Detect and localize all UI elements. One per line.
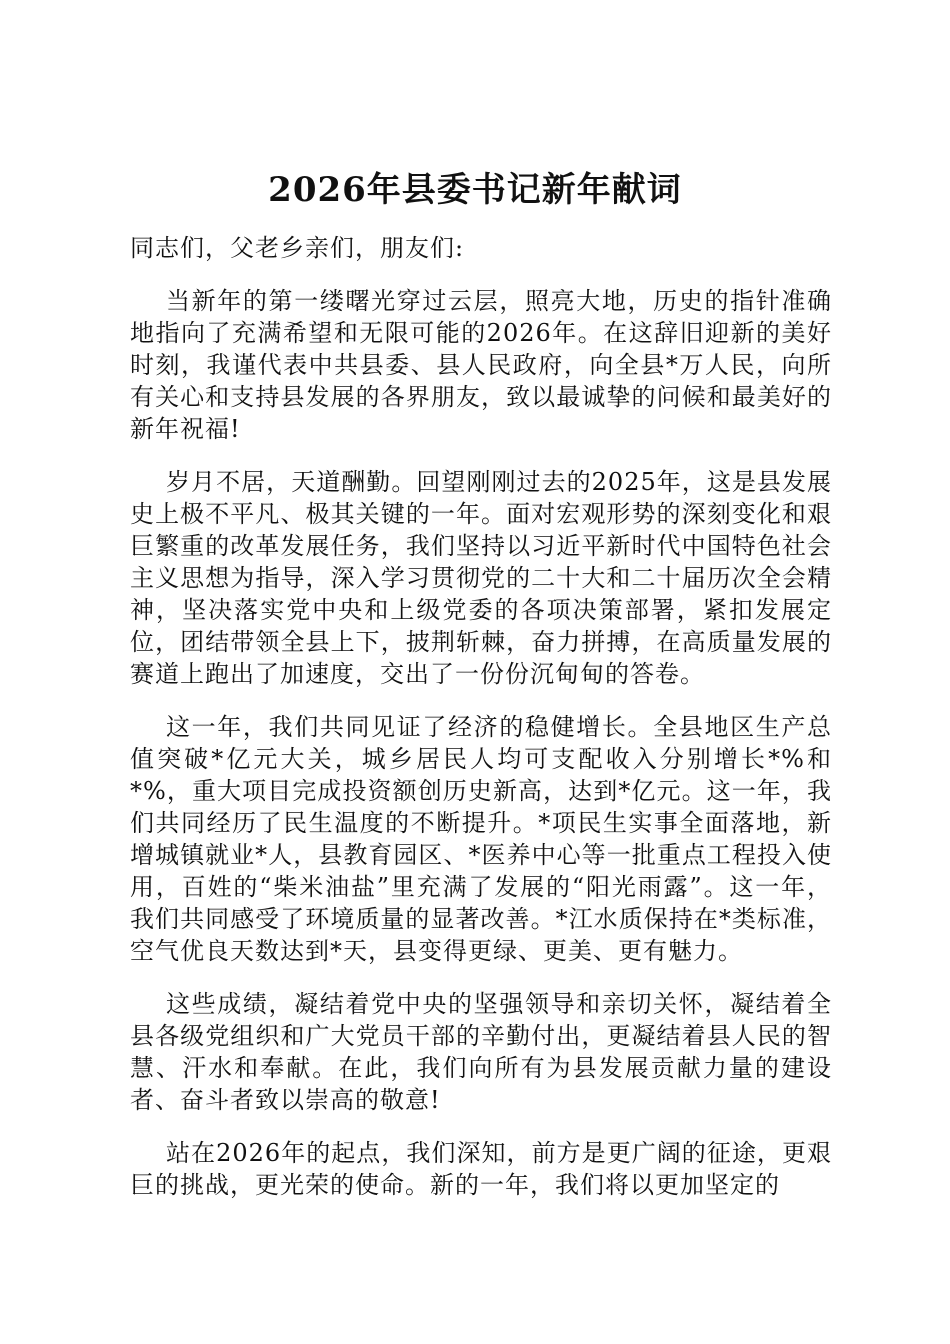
- paragraph: 站在2026年的起点，我们深知，前方是更广阔的征途，更艰巨的挑战，更光荣的使命。新的一年，我们将以更加坚定的: [130, 1139, 832, 1199]
- paragraph: 当新年的第一缕曙光穿过云层，照亮大地，历史的指针准确地指向了充满希望和无限可能的2026年。在这辞旧迎新的美好时刻，我谨代表中共县委、县人民政府，向全县*万人民，向所有关心和支持县发展的各界朋友，致以最诚挚的问候和最美好的新年祝福!: [130, 287, 832, 443]
- paragraph: 这一年，我们共同见证了经济的稳健增长。全县地区生产总值突破*亿元大关，城乡居民人均可支配收入分别增长*%和*%，重大项目完成投资额创历史新高，达到*亿元。这一年，我们共同经历了民生温度的不断提升。*项民生实事全面落地，新增城镇就业*人，县教育园区、*医养中心等一批重点工程投入使用，百姓的“柴米油盐”里充满了发展的“阳光雨露”。这一年，我们共同感受了环境质量的显著改善。*江水质保持在*类标准，空气优良天数达到*天，县变得更绿、更美、更有魅力。: [130, 713, 832, 965]
- document-body: [130, 232, 832, 1222]
- paragraph: 这些成绩，凝结着党中央的坚强领导和亲切关怀，凝结着全县各级党组织和广大党员干部的辛勤付出，更凝结着县人民的智慧、汗水和奉献。在此，我们向所有为县发展贡献力量的建设者、奋斗者致以崇高的敬意!: [130, 990, 832, 1114]
- paragraph: 岁月不居，天道酬勤。回望刚刚过去的2025年，这是县发展史上极不平凡、极其关键的一年。面对宏观形势的深刻变化和艰巨繁重的改革发展任务，我们坚持以习近平新时代中国特色社会主义思想为指导，深入学习贯彻党的二十大和二十届历次全会精神，坚决落实党中央和上级党委的各项决策部署，紧扣发展定位，团结带领全县上下，披荆斩棘，奋力拼搏，在高质量发展的赛道上跑出了加速度，交出了一份份沉甸甸的答卷。: [130, 468, 832, 688]
- document-title: 2026年县委书记新年献词: [268, 170, 682, 210]
- salutation: 同志们，父老乡亲们，朋友们:: [130, 234, 465, 262]
